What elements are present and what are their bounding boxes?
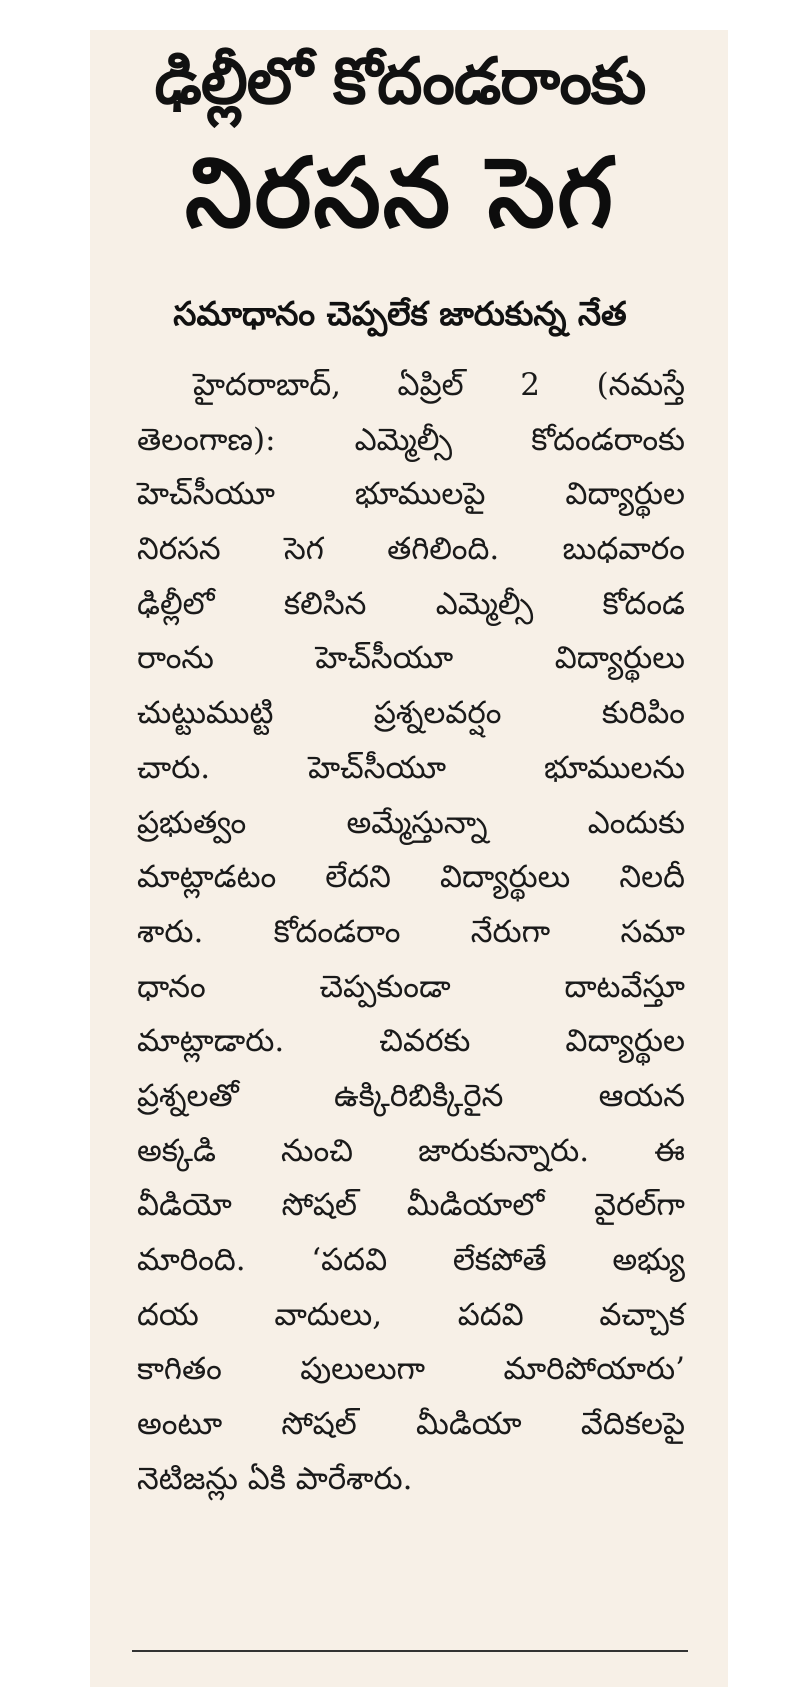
body-line: హైదరాబాద్, ఏప్రిల్ 2 (నమస్తే (193, 367, 685, 403)
article-body (137, 358, 685, 1506)
body-line: హెచ్‌సీయూ భూములపై విద్యార్థుల (137, 476, 685, 513)
body-line: ఢిల్లీలో కలిసిన ఎమ్మెల్సీ కోదండ (137, 585, 685, 622)
body-line: మారింది. ‘పదవి లేకపోతే అభ్యు (137, 1242, 685, 1278)
body-line: చుట్టుముట్టి ప్రశ్నలవర్షం కురిపిం (137, 695, 685, 732)
body-line: ప్రభుత్వం అమ్మేస్తున్నా ఎందుకు (137, 804, 685, 841)
body-line: ధానం చెప్పకుండా దాటవేస్తూ (137, 968, 685, 1005)
subheadline: సమాధానం చెప్పలేక జారుకున్న నేత (173, 294, 627, 333)
body-line: ప్రశ్నలతో ఉక్కిరిబిక్కిరైన ఆయన (137, 1077, 685, 1114)
body-line: రాంను హెచ్‌సీయూ విద్యార్థులు (137, 640, 685, 677)
bottom-divider (132, 1650, 688, 1652)
body-line: తెలంగాణ): ఎమ్మెల్సీ కోదండరాంకు (137, 421, 685, 458)
headline-line-2: నిరసన సెగ (185, 137, 615, 249)
body-line: శారు. కోదండరాం నేరుగా సమా (137, 913, 685, 950)
body-line: అక్కడి నుంచి జారుకున్నారు. ఈ (137, 1132, 685, 1169)
body-line: వీడియో సోషల్ మీడియాలో వైరల్‌గా (137, 1187, 685, 1224)
body-line: చారు. హెచ్‌సీయూ భూములను (137, 749, 685, 786)
body-line: నెటిజన్లు ఏకి పారేశారు. (137, 1460, 413, 1497)
body-line: మాట్లాడారు. చివరకు విద్యార్థుల (137, 1023, 685, 1060)
body-line: నిరసన సెగ తగిలింది. బుధవారం (137, 531, 685, 568)
body-line: దయ వాదులు, పదవి వచ్చాక (137, 1296, 685, 1333)
body-line: అంటూ సోషల్ మీడియా వేదికలపై (137, 1406, 685, 1443)
body-line: మాట్లాడటం లేదని విద్యార్థులు నిలదీ (137, 859, 685, 896)
headline-line-1: ఢిల్లీలో కోదండరాంకు (154, 45, 646, 119)
body-line: కాగితం పులులుగా మారిపోయారు’ (137, 1351, 685, 1388)
